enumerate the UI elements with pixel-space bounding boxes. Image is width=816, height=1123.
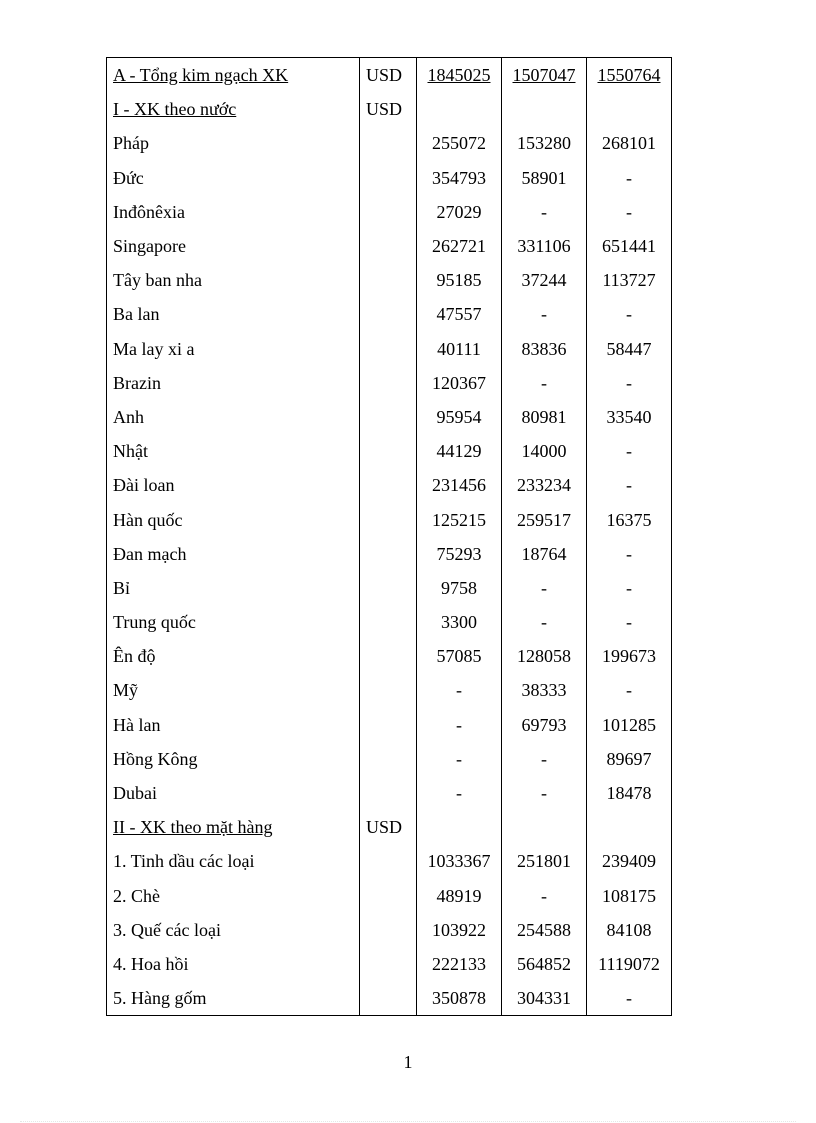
row-value-3-text: 89697 bbox=[606, 748, 652, 769]
row-unit-text: USD bbox=[366, 65, 403, 86]
row-unit bbox=[360, 639, 417, 673]
page-bottom-divider bbox=[20, 1121, 796, 1122]
row-label-text: Ên độ bbox=[113, 646, 156, 667]
row-value-1-text: 1033367 bbox=[427, 851, 491, 872]
row-value-3 bbox=[587, 639, 672, 673]
row-value-1 bbox=[417, 708, 502, 742]
row-value-1-text: 44129 bbox=[436, 441, 482, 462]
row-value-3 bbox=[587, 537, 672, 571]
row-value-2 bbox=[502, 502, 587, 536]
row-unit bbox=[360, 708, 417, 742]
row-label-text: Hà lan bbox=[113, 714, 161, 735]
row-value-1 bbox=[417, 571, 502, 605]
table-row bbox=[107, 366, 672, 400]
row-label-text: Mỹ bbox=[113, 680, 139, 701]
row-value-2-text: 69793 bbox=[521, 714, 567, 735]
row-value-2 bbox=[502, 708, 587, 742]
row-value-3-text: - bbox=[626, 475, 632, 496]
row-value-1-text: 75293 bbox=[436, 543, 482, 564]
table-row bbox=[107, 537, 672, 571]
row-label-text: Đức bbox=[113, 167, 144, 188]
row-value-3 bbox=[587, 879, 672, 913]
row-value-2-text: 14000 bbox=[521, 441, 567, 462]
row-label-text: Trung quốc bbox=[113, 612, 196, 633]
row-value-3 bbox=[587, 844, 672, 878]
row-label bbox=[107, 126, 360, 160]
row-label bbox=[107, 366, 360, 400]
row-value-1 bbox=[417, 742, 502, 776]
row-value-1 bbox=[417, 332, 502, 366]
table-row bbox=[107, 981, 672, 1016]
row-value-3-text: 84108 bbox=[606, 919, 652, 940]
row-label bbox=[107, 844, 360, 878]
row-value-2-text: 80981 bbox=[521, 406, 567, 427]
row-value-3 bbox=[587, 297, 672, 331]
row-value-1-text: 57085 bbox=[436, 646, 482, 667]
row-unit bbox=[360, 981, 417, 1016]
row-unit bbox=[360, 673, 417, 707]
row-label bbox=[107, 605, 360, 639]
row-label-text: Nhật bbox=[113, 441, 148, 462]
row-value-3 bbox=[587, 195, 672, 229]
row-value-3-text: - bbox=[626, 167, 632, 188]
row-value-2-text: - bbox=[541, 783, 547, 804]
row-value-1 bbox=[417, 947, 502, 981]
row-value-1 bbox=[417, 468, 502, 502]
row-value-3 bbox=[587, 229, 672, 263]
table-row bbox=[107, 742, 672, 776]
row-value-1-text: 354793 bbox=[432, 167, 486, 188]
row-label-text: A - Tổng kim ngạch XK bbox=[113, 65, 289, 86]
table-row bbox=[107, 639, 672, 673]
row-value-3 bbox=[587, 502, 672, 536]
row-label-text: Tây ban nha bbox=[113, 270, 202, 291]
row-value-3 bbox=[587, 400, 672, 434]
row-value-2-text: 331106 bbox=[517, 236, 571, 257]
table-row bbox=[107, 126, 672, 160]
row-label-text: Anh bbox=[113, 406, 144, 427]
row-unit-text: USD bbox=[366, 99, 403, 120]
row-unit bbox=[360, 742, 417, 776]
row-value-3 bbox=[587, 263, 672, 297]
row-value-1-text: 120367 bbox=[432, 372, 486, 393]
row-value-3-text: 16375 bbox=[606, 509, 652, 530]
row-value-2 bbox=[502, 879, 587, 913]
row-value-1-text: 1845025 bbox=[427, 65, 491, 86]
row-value-2 bbox=[502, 297, 587, 331]
row-value-2 bbox=[502, 639, 587, 673]
row-value-1 bbox=[417, 810, 502, 844]
row-value-2-text: 304331 bbox=[517, 988, 571, 1009]
row-value-2 bbox=[502, 468, 587, 502]
row-value-2-text: - bbox=[541, 612, 547, 633]
row-label bbox=[107, 913, 360, 947]
row-unit bbox=[360, 947, 417, 981]
row-value-2 bbox=[502, 92, 587, 126]
table-row bbox=[107, 58, 672, 93]
row-value-3 bbox=[587, 92, 672, 126]
row-label bbox=[107, 332, 360, 366]
row-unit bbox=[360, 195, 417, 229]
row-value-1 bbox=[417, 229, 502, 263]
row-label bbox=[107, 400, 360, 434]
row-value-3-text: 58447 bbox=[606, 338, 652, 359]
row-value-2-text: - bbox=[541, 201, 547, 222]
row-value-3-text: - bbox=[626, 304, 632, 325]
row-label-text: 4. Hoa hồi bbox=[113, 953, 189, 974]
row-unit bbox=[360, 468, 417, 502]
row-label bbox=[107, 468, 360, 502]
row-unit bbox=[360, 366, 417, 400]
row-value-1-text: 222133 bbox=[432, 953, 486, 974]
row-value-2 bbox=[502, 742, 587, 776]
row-label-text: Đài loan bbox=[113, 475, 175, 496]
row-label-text: Dubai bbox=[113, 783, 157, 804]
row-value-2-text: 37244 bbox=[521, 270, 567, 291]
row-value-1-text: 103922 bbox=[432, 919, 486, 940]
row-unit bbox=[360, 605, 417, 639]
table-row bbox=[107, 947, 672, 981]
row-value-3-text: 1119072 bbox=[598, 953, 660, 974]
row-value-1 bbox=[417, 92, 502, 126]
row-value-1-text: 255072 bbox=[432, 133, 486, 154]
table-row bbox=[107, 708, 672, 742]
row-value-2-text: 38333 bbox=[521, 680, 567, 701]
export-table-body bbox=[107, 58, 672, 1016]
row-value-2 bbox=[502, 810, 587, 844]
table-row bbox=[107, 879, 672, 913]
row-label-text: 2. Chè bbox=[113, 885, 160, 906]
row-unit bbox=[360, 263, 417, 297]
row-label-text: Bỉ bbox=[113, 577, 131, 598]
row-unit bbox=[360, 297, 417, 331]
row-value-2 bbox=[502, 126, 587, 160]
row-value-3 bbox=[587, 981, 672, 1016]
row-label bbox=[107, 537, 360, 571]
row-unit bbox=[360, 58, 417, 93]
row-value-3 bbox=[587, 776, 672, 810]
row-value-2 bbox=[502, 537, 587, 571]
row-value-1-text: 40111 bbox=[437, 338, 481, 359]
row-value-1-text: - bbox=[456, 783, 462, 804]
row-label bbox=[107, 571, 360, 605]
table-row bbox=[107, 92, 672, 126]
row-value-1-text: 48919 bbox=[436, 885, 482, 906]
row-value-3 bbox=[587, 571, 672, 605]
row-label bbox=[107, 708, 360, 742]
row-label bbox=[107, 810, 360, 844]
row-label bbox=[107, 297, 360, 331]
row-value-2-text: - bbox=[541, 304, 547, 325]
row-unit bbox=[360, 126, 417, 160]
row-value-1 bbox=[417, 161, 502, 195]
row-value-3 bbox=[587, 468, 672, 502]
row-value-2 bbox=[502, 195, 587, 229]
row-value-2-text: 1507047 bbox=[512, 65, 576, 86]
row-label-text: Pháp bbox=[113, 133, 149, 154]
row-value-2 bbox=[502, 400, 587, 434]
row-label bbox=[107, 981, 360, 1016]
row-unit bbox=[360, 844, 417, 878]
table-row bbox=[107, 195, 672, 229]
row-value-2 bbox=[502, 229, 587, 263]
row-value-1 bbox=[417, 605, 502, 639]
table-row bbox=[107, 161, 672, 195]
row-value-3 bbox=[587, 58, 672, 93]
row-label bbox=[107, 776, 360, 810]
row-label-text: Đan mạch bbox=[113, 543, 187, 564]
row-value-1-text: - bbox=[456, 748, 462, 769]
table-row bbox=[107, 332, 672, 366]
table-row bbox=[107, 776, 672, 810]
row-value-3-text: - bbox=[626, 441, 632, 462]
table-row bbox=[107, 263, 672, 297]
table-row bbox=[107, 400, 672, 434]
row-value-3-text: - bbox=[626, 612, 632, 633]
row-unit bbox=[360, 161, 417, 195]
row-value-3 bbox=[587, 673, 672, 707]
row-label-text: Hồng Kông bbox=[113, 748, 198, 769]
row-value-2-text: - bbox=[541, 748, 547, 769]
row-value-3-text: 33540 bbox=[606, 406, 652, 427]
row-label-text: Brazin bbox=[113, 372, 161, 393]
row-unit bbox=[360, 332, 417, 366]
row-value-3-text: 199673 bbox=[602, 646, 656, 667]
row-value-2-text: - bbox=[541, 577, 547, 598]
row-value-1 bbox=[417, 366, 502, 400]
row-value-3 bbox=[587, 947, 672, 981]
row-value-2-text: 153280 bbox=[517, 133, 571, 154]
row-value-2 bbox=[502, 844, 587, 878]
row-unit bbox=[360, 571, 417, 605]
row-label bbox=[107, 195, 360, 229]
row-value-2 bbox=[502, 605, 587, 639]
row-value-3 bbox=[587, 126, 672, 160]
row-label bbox=[107, 879, 360, 913]
row-unit bbox=[360, 810, 417, 844]
row-value-3-text: 101285 bbox=[602, 714, 656, 735]
row-label-text: 5. Hàng gốm bbox=[113, 988, 207, 1009]
row-value-2-text: 233234 bbox=[517, 475, 571, 496]
row-value-2 bbox=[502, 571, 587, 605]
row-label-text: II - XK theo mặt hàng bbox=[113, 817, 273, 838]
row-value-1 bbox=[417, 879, 502, 913]
row-label bbox=[107, 263, 360, 297]
row-value-2-text: 564852 bbox=[517, 953, 571, 974]
row-value-1 bbox=[417, 263, 502, 297]
row-label-text: Hàn quốc bbox=[113, 509, 183, 530]
row-value-1-text: 27029 bbox=[436, 201, 482, 222]
row-value-1 bbox=[417, 400, 502, 434]
row-value-3-text: - bbox=[626, 988, 632, 1009]
row-value-1 bbox=[417, 195, 502, 229]
row-value-2-text: 259517 bbox=[517, 509, 571, 530]
table-row bbox=[107, 605, 672, 639]
row-value-1 bbox=[417, 776, 502, 810]
row-value-3 bbox=[587, 605, 672, 639]
row-value-1 bbox=[417, 537, 502, 571]
row-label bbox=[107, 673, 360, 707]
row-value-2 bbox=[502, 776, 587, 810]
row-value-2 bbox=[502, 913, 587, 947]
row-value-3-text: 651441 bbox=[602, 236, 656, 257]
row-unit bbox=[360, 913, 417, 947]
row-label bbox=[107, 434, 360, 468]
row-value-3-text: 1550764 bbox=[597, 65, 661, 86]
row-value-3 bbox=[587, 708, 672, 742]
row-unit bbox=[360, 537, 417, 571]
row-unit bbox=[360, 502, 417, 536]
row-value-1 bbox=[417, 844, 502, 878]
row-label bbox=[107, 742, 360, 776]
row-label-text: Ba lan bbox=[113, 304, 160, 325]
table-row bbox=[107, 297, 672, 331]
table-row bbox=[107, 913, 672, 947]
row-value-3 bbox=[587, 332, 672, 366]
row-value-1 bbox=[417, 297, 502, 331]
row-label bbox=[107, 58, 360, 93]
table-row bbox=[107, 468, 672, 502]
row-label-text: I - XK theo nước bbox=[113, 99, 237, 120]
row-value-1 bbox=[417, 58, 502, 93]
row-label-text: 3. Quế các loại bbox=[113, 919, 221, 940]
row-value-1 bbox=[417, 639, 502, 673]
table-row bbox=[107, 571, 672, 605]
export-table bbox=[106, 57, 672, 1016]
row-value-2 bbox=[502, 673, 587, 707]
row-value-2 bbox=[502, 332, 587, 366]
row-label-text: Ma lay xi a bbox=[113, 338, 195, 359]
row-unit bbox=[360, 92, 417, 126]
table-row bbox=[107, 810, 672, 844]
row-value-3-text: 18478 bbox=[606, 783, 652, 804]
table-row bbox=[107, 673, 672, 707]
page-number: 1 bbox=[403, 1052, 413, 1072]
row-value-3 bbox=[587, 366, 672, 400]
row-value-1-text: - bbox=[456, 680, 462, 701]
row-value-1 bbox=[417, 981, 502, 1016]
table-row bbox=[107, 434, 672, 468]
row-value-2 bbox=[502, 434, 587, 468]
row-value-3-text: - bbox=[626, 543, 632, 564]
row-value-2-text: 128058 bbox=[517, 646, 571, 667]
row-value-3 bbox=[587, 913, 672, 947]
row-value-2-text: 18764 bbox=[521, 543, 567, 564]
row-unit bbox=[360, 229, 417, 263]
row-value-1 bbox=[417, 126, 502, 160]
row-label bbox=[107, 92, 360, 126]
row-value-2 bbox=[502, 947, 587, 981]
row-unit bbox=[360, 434, 417, 468]
row-value-1-text: 95954 bbox=[436, 406, 482, 427]
row-value-3-text: - bbox=[626, 201, 632, 222]
row-value-1 bbox=[417, 434, 502, 468]
row-value-3-text: 268101 bbox=[602, 133, 656, 154]
row-value-1-text: 3300 bbox=[441, 612, 477, 633]
row-value-1-text: 125215 bbox=[432, 509, 486, 530]
row-unit-text: USD bbox=[366, 817, 403, 838]
table-row bbox=[107, 844, 672, 878]
row-unit bbox=[360, 879, 417, 913]
row-value-2-text: 83836 bbox=[521, 338, 567, 359]
row-label-text: Singapore bbox=[113, 236, 186, 257]
row-value-2-text: - bbox=[541, 372, 547, 393]
row-value-2-text: 254588 bbox=[517, 919, 571, 940]
row-value-2-text: 58901 bbox=[521, 167, 567, 188]
row-value-3 bbox=[587, 810, 672, 844]
row-value-1 bbox=[417, 502, 502, 536]
row-label bbox=[107, 161, 360, 195]
row-label-text: Inđônêxia bbox=[113, 201, 185, 222]
row-value-1-text: 350878 bbox=[432, 988, 486, 1009]
row-value-3-text: 108175 bbox=[602, 885, 656, 906]
row-value-1 bbox=[417, 913, 502, 947]
row-value-2 bbox=[502, 263, 587, 297]
row-value-1-text: - bbox=[456, 714, 462, 735]
row-value-1 bbox=[417, 673, 502, 707]
row-value-2-text: - bbox=[541, 885, 547, 906]
row-unit bbox=[360, 400, 417, 434]
row-value-1-text: 9758 bbox=[441, 577, 477, 598]
row-value-2-text: 251801 bbox=[517, 851, 571, 872]
row-value-2 bbox=[502, 366, 587, 400]
row-value-2 bbox=[502, 981, 587, 1016]
row-unit bbox=[360, 776, 417, 810]
row-value-3-text: - bbox=[626, 577, 632, 598]
row-value-3 bbox=[587, 161, 672, 195]
row-label-text: 1. Tinh dầu các loại bbox=[113, 851, 255, 872]
row-value-2 bbox=[502, 58, 587, 93]
row-label bbox=[107, 229, 360, 263]
row-value-1-text: 47557 bbox=[436, 304, 482, 325]
row-value-3-text: 239409 bbox=[602, 851, 656, 872]
row-value-1-text: 95185 bbox=[436, 270, 482, 291]
row-value-1-text: 262721 bbox=[432, 236, 486, 257]
row-label bbox=[107, 502, 360, 536]
row-label bbox=[107, 639, 360, 673]
row-value-3 bbox=[587, 434, 672, 468]
row-value-3-text: 113727 bbox=[602, 270, 656, 291]
row-label bbox=[107, 947, 360, 981]
row-value-3-text: - bbox=[626, 680, 632, 701]
row-value-3-text: - bbox=[626, 372, 632, 393]
table-row bbox=[107, 502, 672, 536]
row-value-1-text: 231456 bbox=[432, 475, 486, 496]
row-value-3 bbox=[587, 742, 672, 776]
row-value-2 bbox=[502, 161, 587, 195]
table-row bbox=[107, 229, 672, 263]
